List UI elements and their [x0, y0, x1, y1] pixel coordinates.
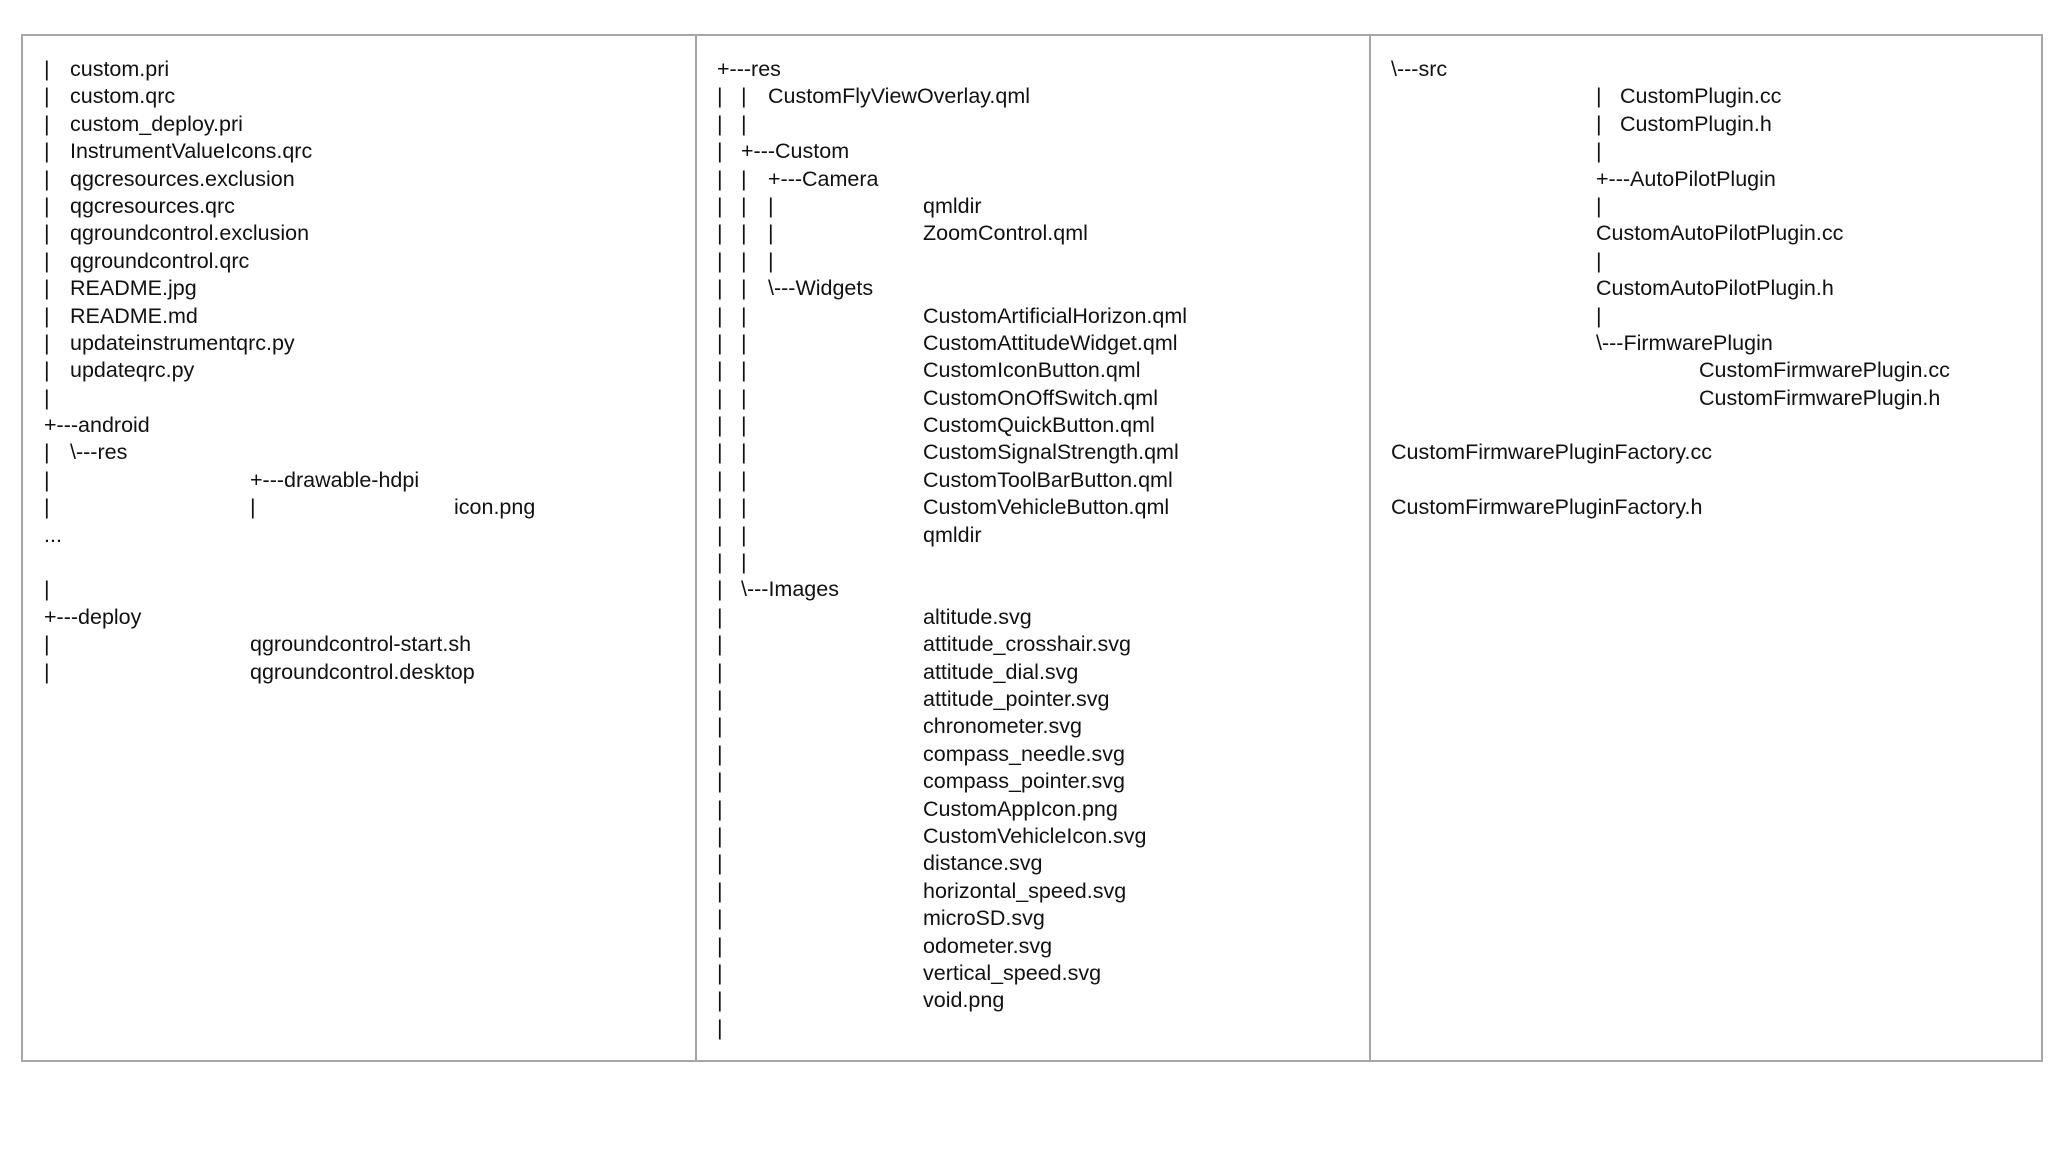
- tree-connector: |: [717, 440, 723, 465]
- tree-connector: |: [1596, 111, 1602, 136]
- tree-connector: |: [741, 385, 747, 410]
- tree-connector: |: [44, 166, 50, 191]
- tree-entry-text: qgcresources.qrc: [70, 193, 235, 218]
- tree-entry-text: ...: [44, 522, 62, 547]
- tree-connector: |: [741, 358, 747, 383]
- tree-entry-text: README.jpg: [70, 276, 197, 301]
- tree-connector: |: [717, 796, 723, 821]
- tree-entry-text: CustomFlyViewOverlay.qml: [768, 84, 1031, 109]
- tree-entry-text: +---android: [44, 413, 150, 438]
- tree-connector: |: [1596, 193, 1602, 218]
- tree-entry-text: attitude_crosshair.svg: [923, 632, 1131, 657]
- tree-entry-text: CustomQuickButton.qml: [923, 413, 1155, 438]
- tree-entry-text: horizontal_speed.svg: [923, 878, 1127, 903]
- tree-entry-text: qgroundcontrol.desktop: [250, 659, 475, 684]
- tree-connector: |: [741, 495, 747, 520]
- tree-entry-text: qgcresources.exclusion: [70, 166, 295, 191]
- tree-connector: |: [44, 577, 50, 602]
- tree-entry-text: compass_needle.svg: [923, 741, 1125, 766]
- tree-entry-text: CustomAppIcon.png: [923, 796, 1118, 821]
- tree-connector: |: [1596, 84, 1602, 109]
- tree-connector: |: [717, 960, 723, 985]
- tree-entry-text: attitude_pointer.svg: [923, 686, 1110, 711]
- tree-entry-text: compass_pointer.svg: [923, 769, 1125, 794]
- tree-connector: |: [717, 84, 723, 109]
- tree-connector: |: [44, 659, 50, 684]
- tree-entry-text: +---deploy: [44, 604, 142, 629]
- tree-entry-text: qmldir: [923, 522, 982, 547]
- tree-entry-text: CustomVehicleIcon.svg: [923, 823, 1147, 848]
- tree-connector: |: [717, 248, 723, 273]
- tree-connector: |: [1596, 303, 1602, 328]
- tree-entry-text: qgroundcontrol-start.sh: [250, 632, 472, 657]
- tree-entry-text: altitude.svg: [923, 604, 1032, 629]
- tree-connector: |: [741, 303, 747, 328]
- tree-connector: |: [44, 385, 50, 410]
- tree-entry-text: qgroundcontrol.exclusion: [70, 221, 310, 246]
- tree-entry-text: CustomIconButton.qml: [923, 358, 1141, 383]
- tree-connector: |: [250, 495, 256, 520]
- tree-connector: |: [717, 303, 723, 328]
- tree-connector: |: [717, 193, 723, 218]
- tree-entry-text: custom.pri: [70, 57, 170, 81]
- tree-connector: |: [44, 495, 50, 520]
- tree-entry-text: InstrumentValueIcons.qrc: [70, 139, 313, 164]
- tree-connector: |: [44, 632, 50, 657]
- tree-entry-text: custom_deploy.pri: [70, 111, 243, 136]
- tree-connector: |: [44, 330, 50, 355]
- tree-connector: |: [717, 358, 723, 383]
- tree-entry-text: CustomAutoPilotPlugin.h: [1596, 276, 1834, 301]
- document-table: [21, 34, 2043, 1062]
- tree-connector: |: [717, 851, 723, 876]
- tree-connector: |: [717, 276, 723, 301]
- tree-entry-text: vertical_speed.svg: [923, 960, 1102, 985]
- tree-entry-text: CustomToolBarButton.qml: [923, 467, 1173, 492]
- tree-entry-text: microSD.svg: [923, 906, 1045, 931]
- tree-connector: |: [741, 193, 747, 218]
- tree-connector: |: [717, 1015, 723, 1040]
- tree-entry-text: \---src: [1391, 57, 1448, 81]
- tree-connector: |: [44, 193, 50, 218]
- tree-entry-text: qmldir: [923, 193, 982, 218]
- tree-connector: |: [44, 221, 50, 246]
- tree-connector: |: [741, 111, 747, 136]
- tree-connector: |: [717, 659, 723, 684]
- tree-connector: |: [717, 413, 723, 438]
- tree-entry-text: updateinstrumentqrc.py: [70, 330, 295, 355]
- tree-entry-text: CustomOnOffSwitch.qml: [923, 385, 1158, 410]
- tree-entry-text: +---drawable-hdpi: [250, 467, 420, 492]
- tree-connector: |: [717, 166, 723, 191]
- tree-connector: |: [717, 741, 723, 766]
- tree-connector: |: [741, 522, 747, 547]
- tree-entry-text: CustomVehicleButton.qml: [923, 495, 1170, 520]
- table-cell-column-1: [23, 36, 697, 1060]
- tree-connector: |: [741, 84, 747, 109]
- tree-connector: |: [741, 276, 747, 301]
- tree-entry-text: README.md: [70, 303, 198, 328]
- tree-connector: |: [741, 550, 747, 575]
- tree-entry-text: icon.png: [454, 495, 536, 520]
- tree-entry-text: qgroundcontrol.qrc: [70, 248, 250, 273]
- tree-entry-text: distance.svg: [923, 851, 1043, 876]
- table-cell-column-2: [697, 36, 1371, 1060]
- tree-connector: |: [44, 440, 50, 465]
- tree-entry-text: CustomFirmwarePluginFactory.h: [1391, 495, 1703, 520]
- tree-connector: |: [717, 221, 723, 246]
- tree-connector: |: [768, 193, 774, 218]
- tree-connector: |: [741, 413, 747, 438]
- tree-connector: |: [717, 823, 723, 848]
- tree-entry-text: CustomPlugin.h: [1620, 111, 1772, 136]
- tree-entry-text: custom.qrc: [70, 84, 176, 109]
- tree-entry-text: +---res: [717, 57, 781, 81]
- tree-connector: |: [717, 988, 723, 1013]
- tree-entry-text: \---res: [70, 440, 128, 465]
- tree-entry-text: odometer.svg: [923, 933, 1053, 958]
- tree-connector: |: [717, 139, 723, 164]
- tree-entry-text: CustomFirmwarePluginFactory.cc: [1391, 440, 1712, 465]
- tree-connector: |: [741, 166, 747, 191]
- table-cell-column-3: [1371, 36, 2041, 1060]
- tree-entry-text: updateqrc.py: [70, 358, 195, 383]
- tree-connector: |: [768, 221, 774, 246]
- tree-connector: |: [717, 522, 723, 547]
- tree-connector: |: [741, 440, 747, 465]
- tree-connector: |: [44, 467, 50, 492]
- tree-entry-text: CustomPlugin.cc: [1620, 84, 1782, 109]
- tree-connector: |: [44, 358, 50, 383]
- tree-connector: |: [717, 577, 723, 602]
- tree-connector: |: [717, 467, 723, 492]
- tree-entry-text: +---AutoPilotPlugin: [1596, 166, 1776, 191]
- tree-connector: |: [717, 550, 723, 575]
- tree-entry-text: CustomFirmwarePlugin.cc: [1699, 358, 1950, 383]
- tree-connector: |: [1596, 248, 1602, 273]
- tree-connector: |: [44, 111, 50, 136]
- tree-connector: |: [741, 221, 747, 246]
- tree-connector: |: [717, 385, 723, 410]
- tree-connector: |: [44, 276, 50, 301]
- tree-connector: |: [717, 632, 723, 657]
- tree-entry-text: chronometer.svg: [923, 714, 1082, 739]
- tree-connector: |: [717, 878, 723, 903]
- tree-connector: |: [717, 769, 723, 794]
- tree-entry-text: void.png: [923, 988, 1005, 1013]
- tree-connector: |: [44, 139, 50, 164]
- tree-connector: |: [717, 714, 723, 739]
- tree-entry-text: ZoomControl.qml: [923, 221, 1088, 246]
- tree-connector: |: [768, 248, 774, 273]
- tree-entry-text: \---FirmwarePlugin: [1596, 330, 1773, 355]
- tree-entry-text: +---Custom: [741, 139, 850, 164]
- tree-connector: |: [741, 330, 747, 355]
- tree-entry-text: +---Camera: [768, 166, 879, 191]
- tree-entry-text: CustomAttitudeWidget.qml: [923, 330, 1178, 355]
- tree-connector: |: [741, 248, 747, 273]
- tree-entry-text: CustomArtificialHorizon.qml: [923, 303, 1188, 328]
- tree-connector: |: [717, 330, 723, 355]
- tree-connector: |: [717, 933, 723, 958]
- tree-entry-text: \---Widgets: [768, 276, 874, 301]
- tree-entry-text: CustomSignalStrength.qml: [923, 440, 1179, 465]
- tree-connector: |: [44, 248, 50, 273]
- tree-entry-text: CustomFirmwarePlugin.h: [1699, 385, 1941, 410]
- tree-entry-text: CustomAutoPilotPlugin.cc: [1596, 221, 1844, 246]
- tree-entry-text: \---Images: [741, 577, 839, 602]
- tree-connector: |: [717, 495, 723, 520]
- tree-connector: |: [44, 57, 50, 81]
- tree-connector: |: [1596, 139, 1602, 164]
- tree-entry-text: attitude_dial.svg: [923, 659, 1079, 684]
- tree-connector: |: [717, 906, 723, 931]
- tree-connector: |: [717, 604, 723, 629]
- tree-connector: |: [717, 111, 723, 136]
- tree-connector: |: [44, 303, 50, 328]
- tree-connector: |: [717, 686, 723, 711]
- tree-connector: |: [44, 84, 50, 109]
- tree-connector: |: [741, 467, 747, 492]
